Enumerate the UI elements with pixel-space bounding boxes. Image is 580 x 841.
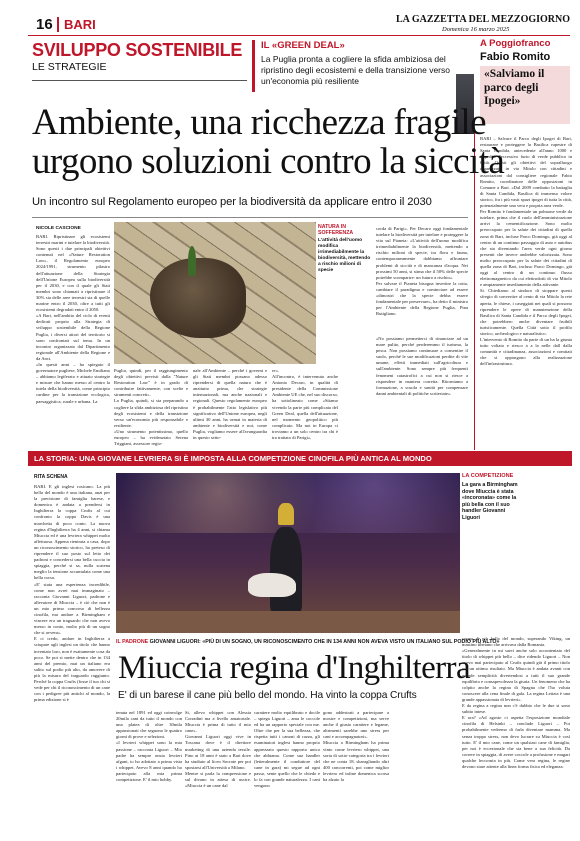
competition-box [462, 473, 570, 633]
sidebar-section: A Poggiofranco [480, 38, 551, 49]
main-headline-line2: urgono soluzioni contro la siccità [32, 141, 505, 182]
header-date: Domenica 16 marzo 2025 [442, 26, 510, 33]
dog-headline: Miuccia regina d'Inghilterra [118, 650, 470, 686]
green-deal-text: La Puglia pronta a cogliere la sfida ambiziosa del ripristino degli ecosistemi e della transizione verso un'economia più resiliente [261, 54, 450, 86]
sprout-icon [188, 246, 196, 276]
soil-photo [114, 222, 316, 364]
dog-col3: Si, allevo whippet con Alessia Corradini ma a livello amatoriale. Miuccia è prima di tutto il mio cane». Giovanni Liguori oggi vive in Toscana dove è il direttore marketing di una azienda tessile. Fino ai 18 anni è stato a Bari dove ha studiato al liceo Socrate per poi spostarsi all'Università a Milano. Mentre si parla la compressione e sul divano in attesa di uscire. «Miuccia è un cane dal [185, 710, 251, 789]
newspaper-name: LA GAZZETTA DEL MEZZOGIORNO [396, 14, 571, 25]
page-number: 16 [36, 16, 53, 33]
dog-col5: gono addestrati a partecipare a mostre e competizioni, ma serve anche il giusto carattere e legame, altrimenti sarebbe uno stress per cani e accompagnatori». Miuccia a Birmingham ha prima vinto come levriero whippet, una sorta di sotto-categoria tra i levrieri che ne conta 18, sbaragliando altri 400 concorrenti, poi come miglior levriero ed infine domenica scorsa ha alzato la [323, 710, 389, 783]
main-author: NICOLE CASCIONE [36, 226, 81, 231]
dog-subheadline: E' di un barese il cane più bello del mondo. Ha vinto la coppa Crufts [118, 690, 417, 701]
dog-author: RITA SCHENA [34, 474, 68, 480]
main-headline-line1: Ambiente, una ricchezza fragile [32, 102, 486, 143]
dog-show-photo [116, 473, 460, 633]
green-deal-box [252, 40, 467, 92]
header-city: BARI [64, 17, 96, 32]
competition-col: coppa di più bella del mondo, superando Viking, un mastino tibetano che arrivava dalla Romania. «Generalmente in mi sarei anche solo accontentato del titolo di whippet più bello – dice ridendo Liguori – Non avevo mai partecipato al Crufts quindi già il primo titolo era un ottimo risultato. Ma Miuccia è andata avanti con grande semplicità divertendosi a tutti il suo grande equilibrio e consapevolezza la giuria. Un fenomeno che ha colpito anche la regina di Spagna che l'ho voluta conoscere alla cena finale di gala. La regina Letizia è una grande appassionata di levrieri». E da regina a regina non c'è dubbio che le due si sono subito intese. E ora? «Ad agosto ci aspetta l'esposizione mondiale cinofila di Helsinki – conclude Liguori – Poi probabilmente vedremo di farla diventare mamma. Ma senza troppo stress, non devo lucrare su Miuccia è così tutto. E' il mio cane, come un qualsiasi cane di famiglia, per noi è eccezionale che sia bene a sua felicità. Da correre in spiaggia, di avere coccole a profusione e magari qualche leccornia in più. Come vera regina, le regine devono stare attente alla linea forma fisica ed eleganza. [462, 636, 570, 769]
photo-caption-box [318, 224, 372, 290]
dog-col4: carattere molto equilibrato e docile – spiega Liguori – ama le coccole ed ha un rapporto speciale con me. Oltre che per la sua bellezza, che rispetta tutti i canoni di razza, gli esaminatori inglesi hanno proprio apprezzato questo rapporto unico che abbiamo. Come suo handler (letteralmente il conduttore del cane in gara) mi segue ad ogni passo, sente quello che le chiedo e lo fa con grande naturalezza. I cani vengono [254, 710, 320, 789]
floor-icon [116, 611, 460, 633]
main-col6: «No possiamo permetterci di rinunciare ad un mare pulito, perché perderemmo il turismo, la pesca. Non possiamo continuare a consentire il suolo, perché le sue modificazioni perdite di vite umane, effetti immediati sull'agricoltura e sull'ambiente. Sono sempre più frequenti fenomeni catastrofici a cui non si riesce a rispondere in maniera corretta. Ritorniamo a formazione, a scuola e sanità per compensare danni ambientali di politiche scriteriate». [376, 336, 468, 396]
dog-figure-icon [248, 573, 296, 597]
section-divider [32, 80, 247, 81]
main-col3: nale all'Ambiente – perché i governi e gli Stati membri possano adesso riprendersi di quella natura che è anzitutto prima, che strategie internazionali, ma anche nazionali e regionali. Questo regolamento europeo è probabilmente l'atto legislativo più significativo dell'Unione europea, negli ultimi 30 anni, ha ormai in materia di ambiente e biodiversità e noi, come Puglia, vogliamo essere all'avanguardia in questo setto- [193, 368, 267, 441]
competition-caption: La gara a Birmingham dove Miuccia è stata «incoronata» come la più bella con il suo handler Giovanni Liguori [462, 482, 518, 521]
story-bar: LA STORIA: UNA GIOVANE LEVRIERA SI È IMPOSTA ALLA COMPETIZIONE CINOFILA PIÙ ANTICA AL MONDO [28, 451, 572, 466]
headline-divider [32, 217, 468, 218]
dog-quote-author: GIOVANNI LIGUORI: [149, 639, 201, 645]
dog-col2: tenuta nel 1891 ed oggi coinvolge 20mila cani da tutto il mondo con una platea di oltre 30mila appassionati che seguono le quattro giorni di prove e selezioni. «I levrieri whippet sono la mia passione – racconta Liguori – Mio padre ha sempre avuto levrieri afgani, io ho adottato a prima vista i whippet. Avevo 8 anni quando ho partecipato alla mia prima competizione. E' il mio hobby. [116, 710, 182, 783]
main-col4: re». All'incontro, è intervenuto anche Antonio Decaro, in qualità di presidente della Commissione Ambiente UE che, nel suo discorso, ha sottolineato come «Stiamo vivendo la parte più complicata del Green Deal, quella dell'attuazione, nel momento geopolitico più complicato. Ma noi in Europa ci troviamo a un solo centro tra chi è tra trattato di Parigi», [272, 368, 338, 441]
photo-caption-text: L'attività dell'uomo modifica irrimediabilmente la biodiversità, mettendo a rischio milioni di specie [318, 238, 371, 273]
sidebar-body: BARI – Salvare il Parco degli Ipogei di Bari, restaurare e proteggere la Basilica rupestre di Santa Candida, antecedente all'anno 1000 e impedire l'eccessivo furto di verde pubblico in Città. Questi gli obiettivi del sopralluogo organizzato in via Mitolo con cittadini e associazioni dal consigliere regionale Fabio Romito, coordinatore delle opposizioni in Comune a Bari. «Dal 2009 combatto la battaglia di Santa Candida, Basilica di immenso valore storico, fra i più vasti spazi ipogei di tutta la città, potenzialmente una vera e propria area verde. Per Romito è fondamentale un polmone verde da tutelare, prima che il ruolo dell'amministrazione arrivi la cementificazione. Sono molto preoccupato per la salute dei cittadini di quella zona di Bari, incluse Parco Domingo, già oggi al centro di un continuo passaggio di auto e autobus che sta diventando l'area verde ogni giorno presenti che invece andrebbe valorizzata. Sono molto preoccupato per la salute dei cittadini di quella zona di Bari, incluso Parco Domingo, già oggi al centro di un continuo flusso elettromagnetico da cui elettrodotti di via Mitolo e ampiamente insediamento della attivante. Si. Chiediamo al sindaco di stoppare questi sfregio di convertire al cento di via Mitolo la rete aperta, le chiese, i caseggiati nei quali si possono riprendere le opere di manutenzione della Basilica di Santa Candida e il Parco degli Ipogei, che potrebbero anche diventare fruibili turisticamente. Quella Città sotto il profilo storico, archeologico e naturalistico. L'intervento di Romito da parte di un ha la giunta tutto voltato e riesco a a la nelle dall dalla comunità e cittadinanza, associazioni e comitati che si oppongono alla realizzazione dell'infrastruttura. [480, 136, 572, 367]
section-subtitle: LE STRATEGIE [32, 61, 107, 73]
main-col6-a: corda di Parigi». Per Decaro oggi fondamentale tutelare la biodiversità per tutelare e proteggere la vita sul Pianeta: «L'attività dell'uomo modifica irrimediabilmente la biodiversità, mettendo a rischio milioni di specie, tra flora e fauna, contemporaneamente dobbiamo affrontare problemi di siccità e di mancanza d'acqua. Nei prossimi 50 anni, si stima che il 50% delle specie potrebbe scomparire: un futuro a rischio». Per salvare il Pianeta bisogna invertire la rotta, cambiare il paradigma e cominciare ad essere «dimostri che la specie debba essere fondamentale per preservare», ha detto il ministro per l'Ambiente della Regione Puglia, Pina Rutigliano. [376, 226, 468, 317]
dog-quote-label: IL PADRONE [116, 639, 149, 645]
photo-caption-title: NATURA IN SOFFERENZA [318, 224, 354, 236]
section-title: SVILUPPO SOSTENIBILE [32, 40, 243, 60]
dog-quote-line [116, 638, 500, 647]
header-divider-icon [57, 17, 59, 32]
page-header [28, 10, 570, 36]
handler-figure-icon [270, 527, 302, 613]
sidebar-quote: «Salviamo il parco degli Ipogei» [484, 68, 545, 107]
hands-icon [150, 258, 246, 338]
main-subheadline: Un incontro sul Regolamento europeo per la biodiversità da applicare entro il 2030 [32, 196, 432, 208]
trophy-icon [278, 503, 294, 525]
sidebar-column [470, 38, 572, 448]
competition-title: LA COMPETIZIONE [462, 473, 514, 479]
dog-quote-text: «PIÙ DI UN SOGNO, UN RICONOSCIMENTO CHE IN 134 ANNI NON AVEVA VISTO UN ITALIANO SUL PODIO PIÙ ALTO» [202, 639, 500, 645]
sidebar-name: Fabio Romito [480, 51, 551, 63]
dog-col1: BARI. E gli inglesi rosicano. La più bella del mondo è una italiana, anzi per la precisione di famiglia barese, e domenica è andata a prendersi in Inghilterra la coppa Crufts al cui confronto la coppa Davis è una marchetta di poco conto. La nuova regina d'Inghilterra ha 4 anni, si chiama Miuccia ed è una levriera whippet molto affettuosa. Appena rientrata a casa, dopo un riconoscimento storico, ha preteso di riprendere il suo posto sul letto dei padroni e concedersi una bella cuccia in spiaggia, perché si sa, nulla scatena meglio la tensione accumulata come una bella corsa. «E' stata una esperienza incredibile, come non avrei mai immaginato – racconta Giovanni Liguori, padrone e allevatore di Miuccia – è ciò che non è un mio primo concorso di bellezza cinofila, ma andare a Birmingham e vincere era un traguardo che non avevo messo in conto, molto più di un sogno che si avvera». E ci credo, andare in Inghilterra a sciupare agli inglesi un titolo che hanno inventato loro, non è esattamente cosa da poco. Se poi si mette dentro che in 134 anni del premio, mai un italiano era salito sul podio più alto, da amovere di più la misura del traguardo raggiunto. Perché la coppa Crufts (fosse il tuo chi si vede per chi il riconoscimento di un cane con i pedigree più antichi al mondo, la prima edizione si è [34, 484, 110, 703]
green-deal-kicker: IL «GREEN DEAL» [261, 40, 345, 51]
main-col1: BARI. Ripristinare gli ecosistemi terrestri marini e tutelare la biodiversità. Sono questi i due principali obiettivi contenuti nel «Nature Restoration Law», il Regolamento europeo 2024/1991, strumento pilastro dell'attuazione della Strategia dell'Unione Europea sulla biodiversità per il 2030, e con il quale gli Stati membri sono chiamati a ripristinare il 30% sia delle aree terrestri sia di quelle marine entro il 2030, oltre a tutti gli ecosistemi degradati entro il 2050. «A Bari, nell'ambito del ciclo di eventi dedicati proprio alla Strategia di sviluppo sostenibile della Regione Puglia, i diversi attori del territorio si sono confrontati sul tema. In un incontro organizzato dal Dipartimento regionale all'Ambiente della Regione e da Anci. «In questi anni – ha spiegato il governatore pugliese, Michele Emiliano – abbiamo legiferato e attuato strategie e misure che hanno messo al centro la tutela della biodiversità, come principio cardine per la transizione ecologica, paesaggistica, rurale e urbana. La [36, 234, 110, 404]
main-col2: Puglia, quindi, per il raggiungimento degli obiettivi previsti dalla "Nature Restoration Law" è in grado di contribuire fattivamente, con scelte e strumenti concreti». La Puglia, quindi, si sta preparando a cogliere la sfida ambiziosa del ripristino degli ecosistemi e della transizione verso un'economia più responsabile e resiliente. «Uno strumento potentissimo, quello europeo – ha evidenziato Serena Triggiani, assessore regio- [114, 368, 188, 447]
